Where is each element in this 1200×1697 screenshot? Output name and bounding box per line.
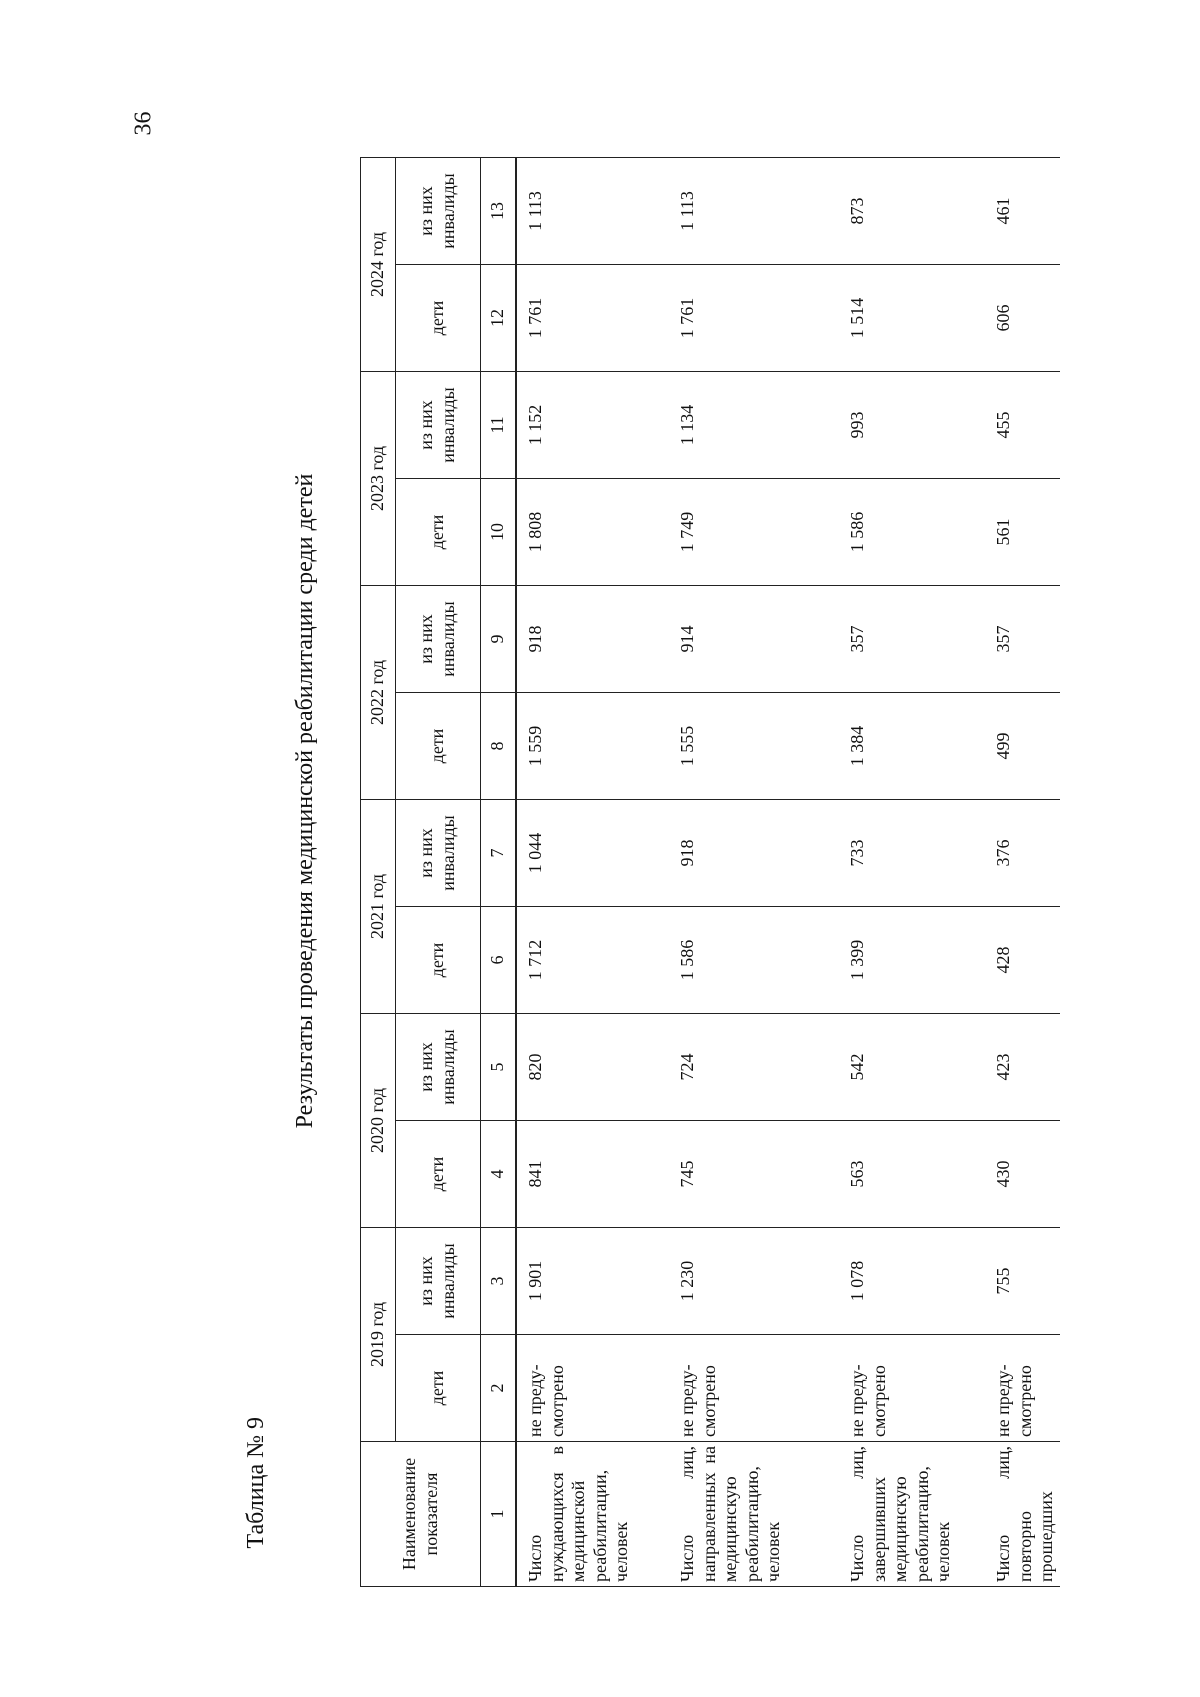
document-title-text: Результаты проведения медицинской реабилитации среди детей bbox=[292, 473, 318, 1129]
cell-value: 1 113 bbox=[669, 158, 839, 265]
disabled-subheader: из них инвалиды bbox=[396, 158, 481, 265]
column-number: 2 bbox=[481, 1335, 517, 1442]
cell-value: 357 bbox=[985, 586, 1060, 693]
cell-value: 423 bbox=[985, 1014, 1060, 1121]
column-number: 10 bbox=[481, 479, 517, 586]
header-row-years bbox=[361, 158, 396, 1587]
column-number: 9 bbox=[481, 586, 517, 693]
children-subheader: дети bbox=[396, 1121, 481, 1228]
cell-value: 1 761 bbox=[669, 265, 839, 372]
indicator-name: Число нуждающихся в медицинской реабилитации, человек bbox=[516, 1442, 669, 1587]
cell-value: 914 bbox=[669, 586, 839, 693]
cell-value: 455 bbox=[985, 372, 1060, 479]
cell-value: 1 152 bbox=[516, 372, 669, 479]
cell-value: 1 749 bbox=[669, 479, 839, 586]
cell-value: 430 bbox=[985, 1121, 1060, 1228]
year-header: 2021 год bbox=[361, 800, 396, 1014]
page-number: 36 bbox=[130, 111, 157, 136]
cell-value: 918 bbox=[516, 586, 669, 693]
disabled-subheader: из них инвалиды bbox=[396, 800, 481, 907]
header-row-subcolumns bbox=[396, 158, 481, 1587]
indicator-name: Число лиц, завершивших медицинскую реабилитацию, человек bbox=[839, 1442, 985, 1587]
disabled-subheader: из них инвалиды bbox=[396, 586, 481, 693]
name-column-header: Наименование показателя bbox=[361, 1442, 481, 1587]
table-row bbox=[839, 158, 985, 1587]
cell-value: 606 bbox=[985, 265, 1060, 372]
cell-value: не преду-смотрено bbox=[516, 1335, 669, 1442]
cell-value: 1 078 bbox=[839, 1228, 985, 1335]
disabled-subheader: из них инвалиды bbox=[396, 1228, 481, 1335]
indicator-name: Число лиц, направленных на медицинскую реабилитацию, человек bbox=[669, 1442, 839, 1587]
table-row bbox=[669, 158, 839, 1587]
cell-value: 873 bbox=[839, 158, 985, 265]
cell-value: 428 bbox=[985, 907, 1060, 1014]
cell-value: 1 044 bbox=[516, 800, 669, 907]
cell-value: 918 bbox=[669, 800, 839, 907]
cell-value: 1 586 bbox=[839, 479, 985, 586]
table-caption: Таблица № 9 bbox=[243, 1417, 269, 1549]
children-subheader: дети bbox=[396, 479, 481, 586]
disabled-subheader: из них инвалиды bbox=[396, 372, 481, 479]
cell-value: 1 555 bbox=[669, 693, 839, 800]
cell-value: 1 514 bbox=[839, 265, 985, 372]
cell-value: 1 901 bbox=[516, 1228, 669, 1335]
column-number: 13 bbox=[481, 158, 517, 265]
column-number: 8 bbox=[481, 693, 517, 800]
cell-value: 499 bbox=[985, 693, 1060, 800]
children-subheader: дети bbox=[396, 265, 481, 372]
cell-value: не преду-смотрено bbox=[669, 1335, 839, 1442]
column-number: 6 bbox=[481, 907, 517, 1014]
cell-value: 993 bbox=[839, 372, 985, 479]
cell-value: 745 bbox=[669, 1121, 839, 1228]
cell-value: 542 bbox=[839, 1014, 985, 1121]
cell-value: 724 bbox=[669, 1014, 839, 1121]
disabled-subheader: из них инвалиды bbox=[396, 1014, 481, 1121]
cell-value: 733 bbox=[839, 800, 985, 907]
indicator-name: Число лиц, повторно прошедших bbox=[985, 1442, 1060, 1587]
cell-value: 376 bbox=[985, 800, 1060, 907]
cell-value: 1 712 bbox=[516, 907, 669, 1014]
children-subheader: дети bbox=[396, 1335, 481, 1442]
column-number: 4 bbox=[481, 1121, 517, 1228]
cell-value: 841 bbox=[516, 1121, 669, 1228]
cell-value: 820 bbox=[516, 1014, 669, 1121]
year-header: 2022 год bbox=[361, 586, 396, 800]
cell-value: 1 384 bbox=[839, 693, 985, 800]
cell-value: не преду-смотрено bbox=[985, 1335, 1060, 1442]
cell-value: 1 808 bbox=[516, 479, 669, 586]
cell-value: 1 559 bbox=[516, 693, 669, 800]
cell-value: 1 586 bbox=[669, 907, 839, 1014]
cell-value: 461 bbox=[985, 158, 1060, 265]
year-header: 2019 год bbox=[361, 1228, 396, 1442]
column-number: 11 bbox=[481, 372, 517, 479]
year-header: 2023 год bbox=[361, 372, 396, 586]
cell-value: 357 bbox=[839, 586, 985, 693]
column-number: 3 bbox=[481, 1228, 517, 1335]
rehabilitation-table bbox=[360, 157, 1060, 1587]
cell-value: 1 761 bbox=[516, 265, 669, 372]
children-subheader: дети bbox=[396, 693, 481, 800]
column-number-row bbox=[481, 158, 517, 1587]
year-header: 2024 год bbox=[361, 158, 396, 372]
cell-value: 755 bbox=[985, 1228, 1060, 1335]
year-header: 2020 год bbox=[361, 1014, 396, 1228]
table-row bbox=[516, 158, 669, 1587]
cell-value: не преду-смотрено bbox=[839, 1335, 985, 1442]
cell-value: 563 bbox=[839, 1121, 985, 1228]
children-subheader: дети bbox=[396, 907, 481, 1014]
table-row bbox=[985, 158, 1060, 1587]
cell-value: 1 113 bbox=[516, 158, 669, 265]
cell-value: 561 bbox=[985, 479, 1060, 586]
column-number: 1 bbox=[481, 1442, 517, 1587]
column-number: 7 bbox=[481, 800, 517, 907]
document-title bbox=[292, 0, 319, 1697]
column-number: 5 bbox=[481, 1014, 517, 1121]
cell-value: 1 230 bbox=[669, 1228, 839, 1335]
cell-value: 1 399 bbox=[839, 907, 985, 1014]
cell-value: 1 134 bbox=[669, 372, 839, 479]
column-number: 12 bbox=[481, 265, 517, 372]
